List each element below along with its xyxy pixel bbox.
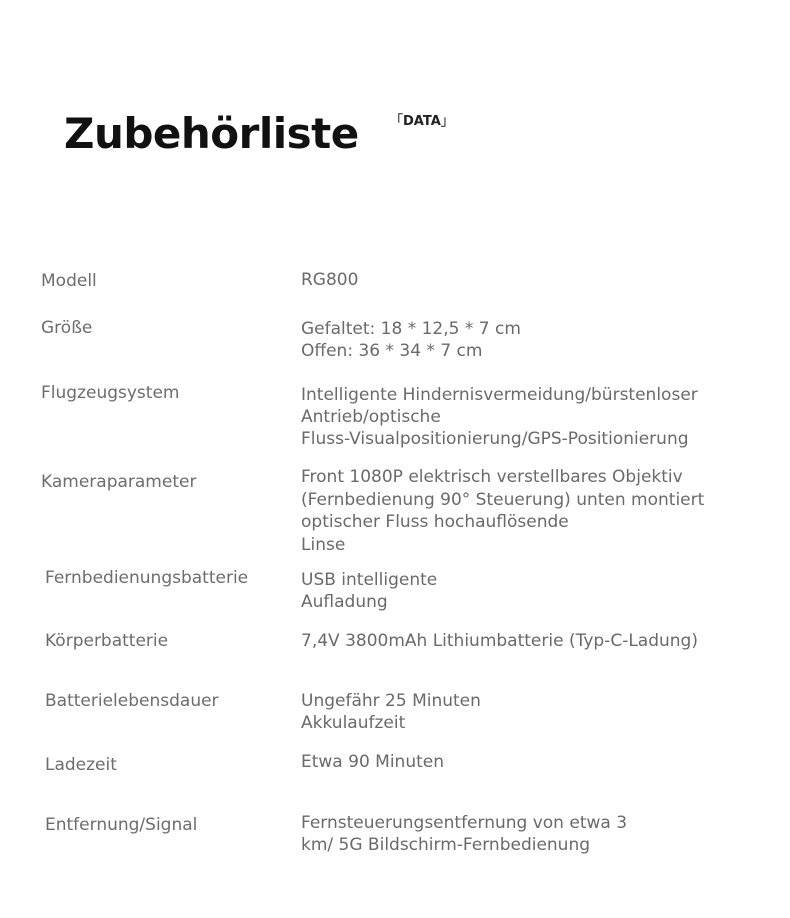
spec-value-line: Etwa 90 Minuten (301, 752, 445, 772)
spec-value-line: (Fernbedienung 90° Steuerung) unten montiert (301, 489, 705, 510)
spec-value (301, 269, 761, 291)
spec-label: Entfernung/Signal (45, 815, 198, 835)
spec-value-line: Antrieb/optische (301, 407, 441, 427)
spec-label: Ladezeit (45, 755, 117, 775)
spec-value-line: Linse (301, 534, 346, 555)
spec-value (301, 318, 761, 362)
spec-value-line: Offen: 36 * 34 * 7 cm (301, 341, 483, 361)
data-tag: 「DATA」 (390, 114, 454, 129)
spec-value-line: 7,4V 3800mAh Lithiumbatterie (Typ-C-Ladung) (301, 631, 698, 651)
spec-value-line: USB intelligente (301, 570, 438, 590)
page-title: Zubehörliste (64, 109, 359, 158)
spec-value-line: Gefaltet: 18 * 12,5 * 7 cm (301, 319, 521, 339)
spec-value (301, 466, 761, 556)
spec-value-line: Fernsteuerungsentfernung von etwa 3 (301, 813, 628, 833)
spec-value-line: Fluss-Visualpositionierung/GPS-Positionierung (301, 429, 689, 449)
spec-value-line: RG800 (301, 270, 359, 290)
spec-value (301, 569, 761, 613)
spec-label: Größe (41, 318, 93, 338)
spec-value (301, 384, 761, 450)
spec-value (301, 690, 761, 734)
spec-label: Modell (41, 271, 97, 291)
spec-value-line: Intelligente Hindernisvermeidung/bürstenloser (301, 385, 698, 405)
spec-value-line: Akkulaufzeit (301, 713, 406, 733)
spec-value (301, 630, 761, 652)
spec-label: Batterielebensdauer (45, 691, 219, 711)
spec-value (301, 751, 761, 773)
spec-value-line: Front 1080P elektrisch verstellbares Objektiv (301, 467, 683, 487)
spec-value-line: Ungefähr 25 Minuten (301, 691, 481, 711)
spec-label: Körperbatterie (45, 631, 169, 651)
spec-label: Fernbedienungsbatterie (45, 568, 249, 588)
spec-value-line: km/ 5G Bildschirm-Fernbedienung (301, 835, 591, 855)
spec-label: Kameraparameter (41, 472, 197, 492)
spec-label: Flugzeugsystem (41, 383, 180, 403)
spec-value-line: Aufladung (301, 592, 388, 612)
spec-value-line: optischer Fluss hochauflösende (301, 512, 569, 532)
spec-value (301, 812, 761, 856)
